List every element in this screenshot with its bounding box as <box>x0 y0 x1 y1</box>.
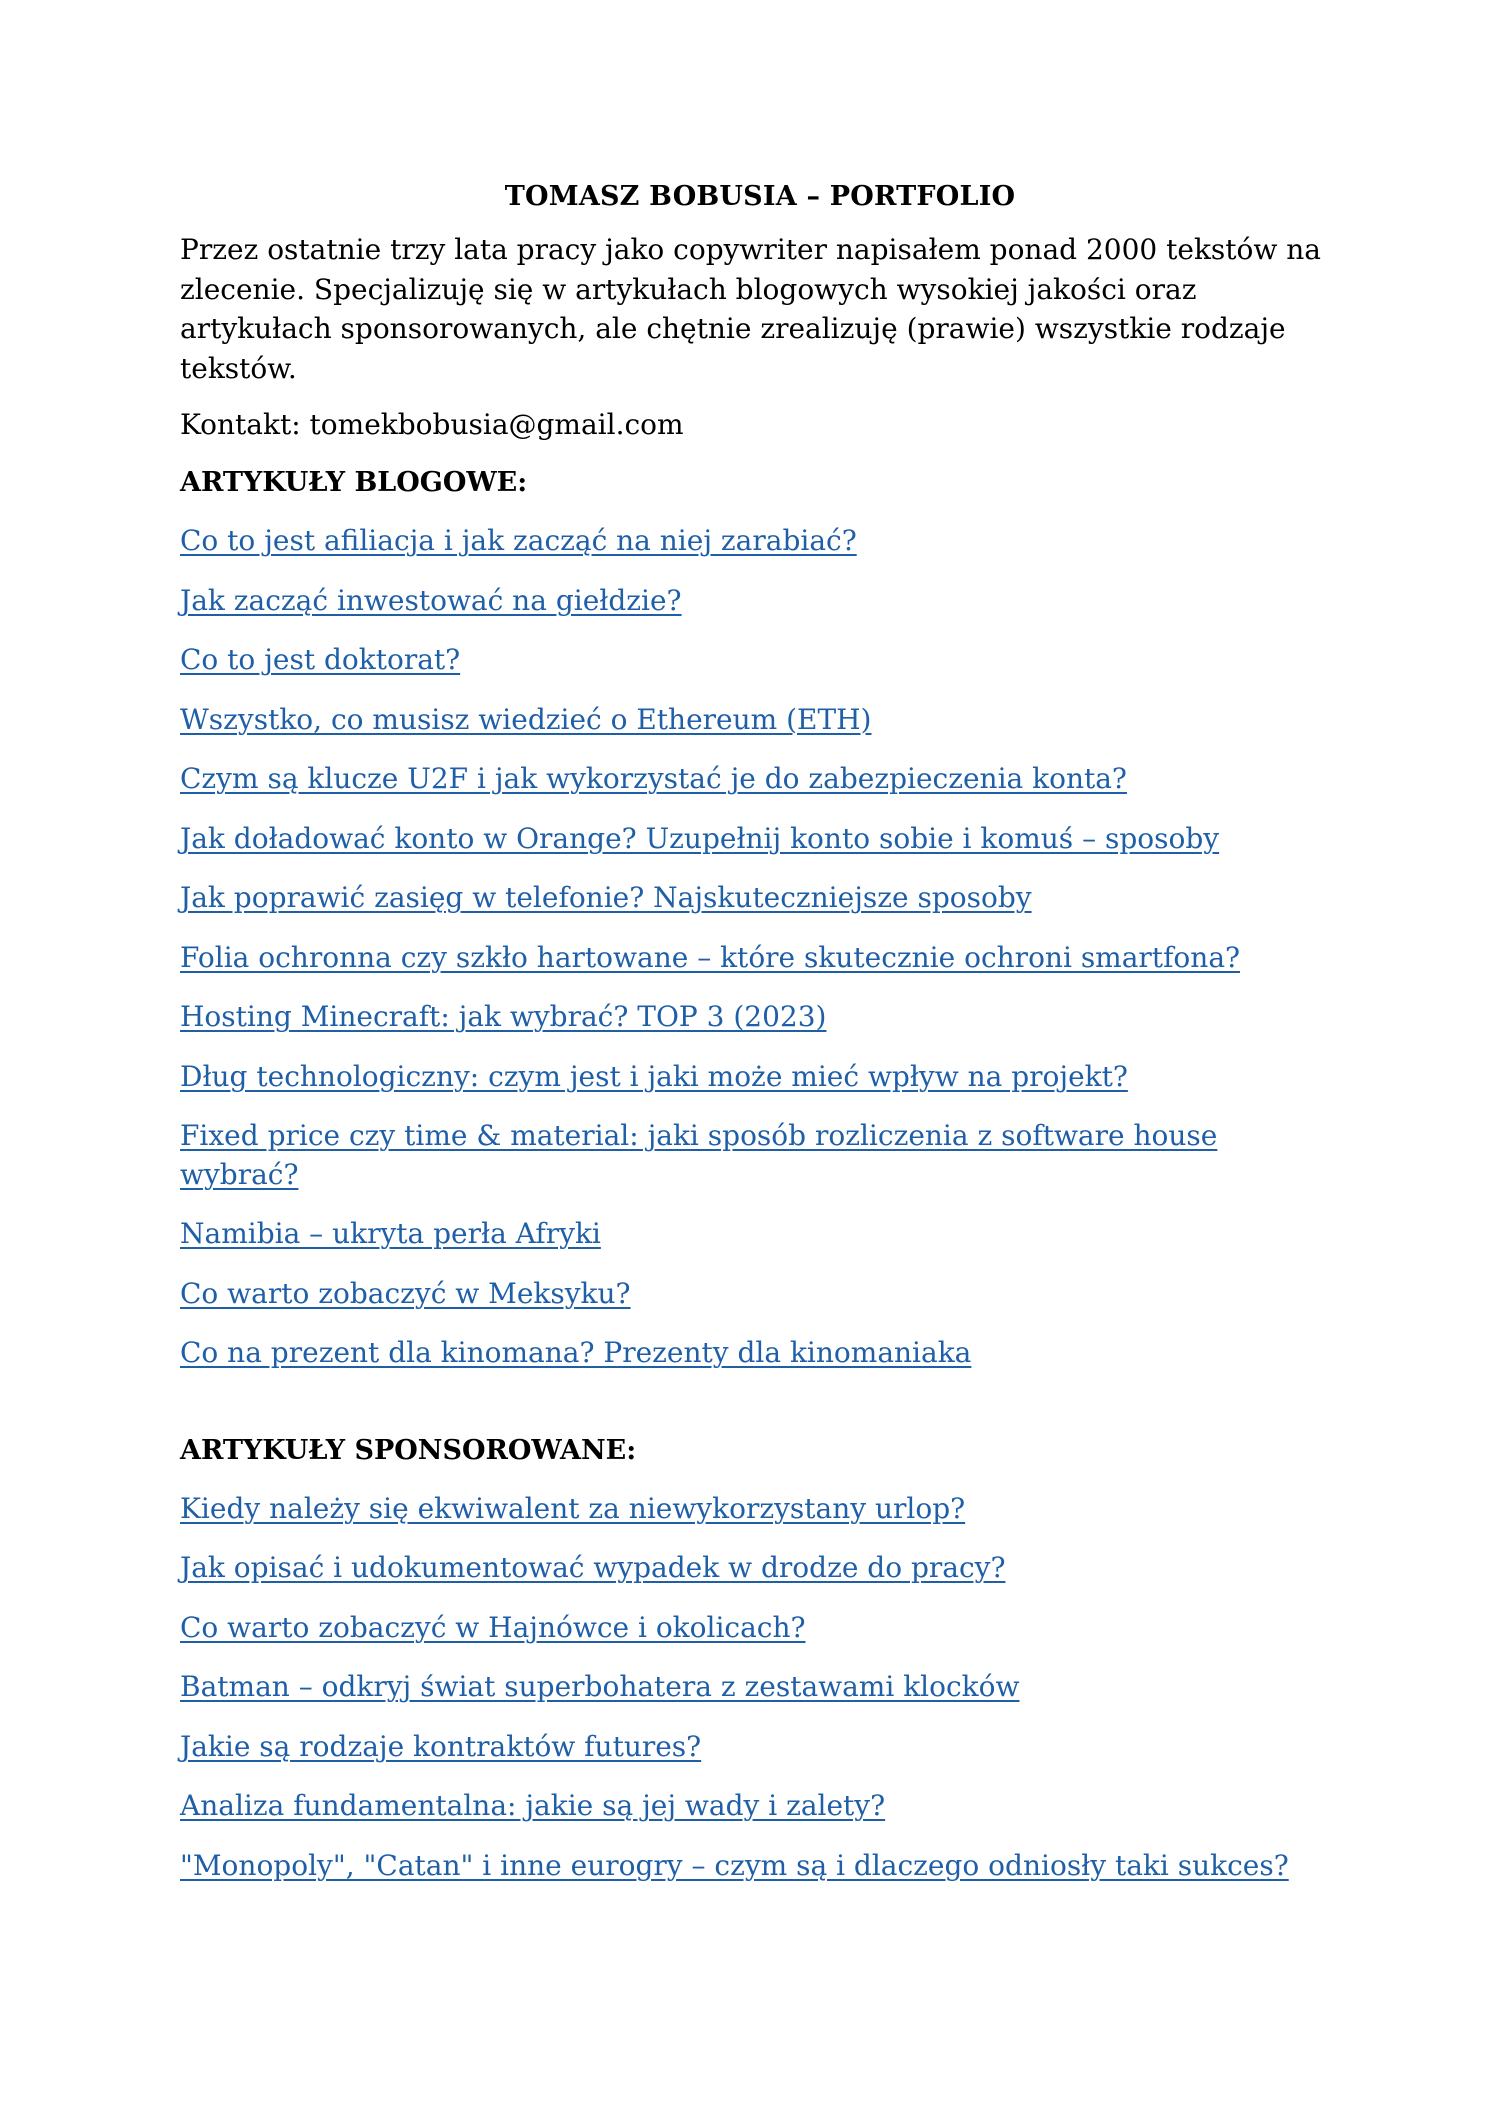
sponsored-article-link[interactable]: Jakie są rodzaje kontraktów futures? <box>180 1729 702 1763</box>
list-item <box>180 1728 1340 1767</box>
list-item <box>180 701 1340 740</box>
blog-article-link[interactable]: Jak poprawić zasięg w telefonie? Najskuteczniejsze sposoby <box>180 881 1032 914</box>
list-item <box>180 582 1340 621</box>
list-item <box>180 1609 1340 1648</box>
list-item <box>180 998 1340 1037</box>
list-item <box>180 820 1340 859</box>
list-item <box>180 1275 1340 1314</box>
list-item <box>180 1117 1340 1194</box>
sponsored-article-link[interactable]: Co warto zobaczyć w Hajnówce i okolicach? <box>180 1610 806 1644</box>
blog-articles-list <box>180 522 1340 1373</box>
blog-article-link[interactable]: Dług technologiczny: czym jest i jaki może mieć wpływ na projekt? <box>180 1059 1128 1093</box>
section-spacer <box>180 1394 1340 1432</box>
list-item <box>180 1668 1340 1707</box>
blog-article-link[interactable]: Czym są klucze U2F i jak wykorzystać je do zabezpieczenia konta? <box>180 762 1127 795</box>
list-item <box>180 1334 1340 1373</box>
list-item <box>180 641 1340 680</box>
list-item <box>180 522 1340 561</box>
blog-article-link[interactable]: Co warto zobaczyć w Meksyku? <box>180 1276 631 1310</box>
list-item <box>180 1490 1340 1529</box>
blog-article-link[interactable]: Namibia – ukryta perła Afryki <box>180 1217 601 1250</box>
blog-article-link[interactable]: Jak zacząć inwestować na giełdzie? <box>180 583 682 617</box>
sponsored-articles-list <box>180 1490 1340 1886</box>
list-item <box>180 1847 1340 1886</box>
sponsored-article-link[interactable]: Analiza fundamentalna: jakie są jej wady i zalety? <box>180 1789 886 1822</box>
sponsored-article-link[interactable]: "Monopoly", "Catan" i inne eurogry – czym są i dlaczego odniosły taki sukces? <box>180 1848 1289 1882</box>
sponsored-article-link[interactable]: Jak opisać i udokumentować wypadek w drodze do pracy? <box>180 1551 1006 1584</box>
blog-article-link[interactable]: Folia ochronna czy szkło hartowane – które skutecznie ochroni smartfona? <box>180 940 1241 974</box>
list-item <box>180 879 1340 918</box>
blog-articles-heading: ARTYKUŁY BLOGOWE: <box>180 467 528 498</box>
blog-article-link[interactable]: Co to jest doktorat? <box>180 643 461 676</box>
sponsored-article-link[interactable]: Kiedy należy się ekwiwalent za niewykorzystany urlop? <box>180 1491 966 1525</box>
blog-article-link[interactable]: Co na prezent dla kinomana? Prezenty dla kinomaniaka <box>180 1336 972 1369</box>
contact-line: Kontakt: tomekbobusia@gmail.com <box>180 408 684 441</box>
sponsored-article-link[interactable]: Batman – odkryj świat superbohatera z zestawami klocków <box>180 1670 1020 1703</box>
list-item <box>180 1549 1340 1588</box>
blog-article-link[interactable]: Co to jest afiliacja i jak zacząć na niej zarabiać? <box>180 524 857 557</box>
document-page <box>180 178 1340 1906</box>
blog-article-link[interactable]: Wszystko, co musisz wiedzieć o Ethereum (ETH) <box>180 702 872 736</box>
list-item <box>180 1787 1340 1826</box>
page-title: TOMASZ BOBUSIA – PORTFOLIO <box>504 181 1016 212</box>
list-item <box>180 760 1340 799</box>
blog-article-link[interactable]: Hosting Minecraft: jak wybrać? TOP 3 (2023) <box>180 1000 827 1033</box>
blog-article-link[interactable]: Fixed price czy time & material: jaki sposób rozliczenia z software house wybrać? <box>180 1119 1218 1191</box>
blog-article-link[interactable]: Jak doładować konto w Orange? Uzupełnij konto sobie i komuś – sposoby <box>180 821 1220 855</box>
list-item <box>180 939 1340 978</box>
list-item <box>180 1058 1340 1097</box>
list-item <box>180 1215 1340 1254</box>
sponsored-articles-heading: ARTYKUŁY SPONSOROWANE: <box>180 1434 637 1466</box>
intro-paragraph: Przez ostatnie trzy lata pracy jako copywriter napisałem ponad 2000 tekstów na zlecenie. Specjalizuję się w artykułach blogowych wysokiej jakości oraz artykułach sponsorowanych, ale chętnie zrealizuję (prawie) wszystkie rodzaje tekstów. <box>180 233 1321 385</box>
